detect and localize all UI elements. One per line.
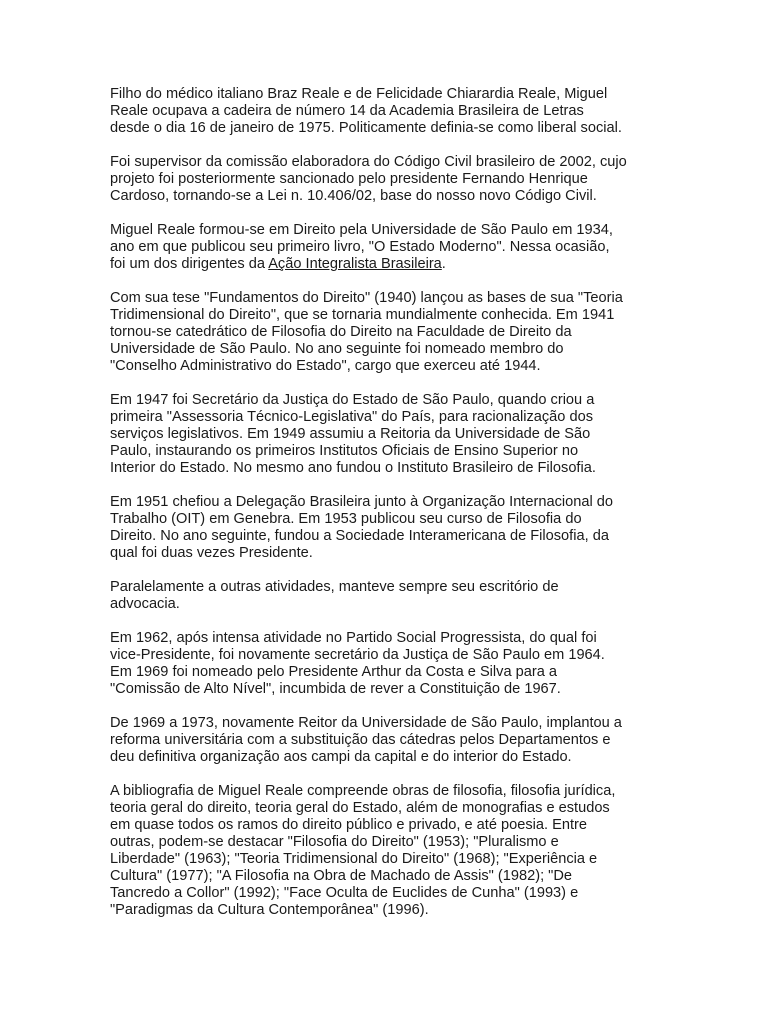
- document-body: [110, 86, 670, 936]
- paragraph-birth: Filho do médico italiano Braz Reale e de Felicidade Chiarardia Reale, Miguel Reale ocupava a cadeira de número 14 da Academia Brasileira de Letras desde o dia 16 de janeiro de 1975. Politicamente definia-se como liberal social.: [110, 86, 622, 136]
- paragraph-education-end: .: [441, 256, 446, 272]
- paragraph-education: [110, 222, 670, 273]
- paragraph-delegation: Em 1951 chefiou a Delegação Brasileira junto à Organização Internacional do Trabalho (OIT) em Genebra. Em 1953 publicou seu curso de Filosofia do Direito. No ano seguinte, fundou a Sociedade Interamericana de Filosofia, da qual foi duas vezes Presidente.: [110, 494, 613, 561]
- paragraph-rector: De 1969 a 1973, novamente Reitor da Universidade de São Paulo, implantou a reforma universitária com a substituição das cátedras pelos Departamentos e deu definitiva organização aos campi da capital e do interior do Estado.: [110, 715, 622, 765]
- paragraph-1962: Em 1962, após intensa atividade no Partido Social Progressista, do qual foi vice-Presidente, foi novamente secretário da Justiça de São Paulo em 1964. Em 1969 foi nomeado pelo Presidente Arthur da Costa e Silva para a "Comissão de Alto Nível", incumbida de rever a Constituição de 1967.: [110, 630, 605, 697]
- paragraph-advocacy: Paralelamente a outras atividades, manteve sempre seu escritório de advocacia.: [110, 579, 559, 612]
- acao-integralista-link[interactable]: Ação Integralista Brasileira: [268, 256, 442, 272]
- paragraph-education-text: Miguel Reale formou-se em Direito pela Universidade de São Paulo em 1934, ano em que publicou seu primeiro livro, "O Estado Moderno". Nessa ocasião, foi um dos dirigentes da: [110, 222, 613, 272]
- paragraph-bibliography: A bibliografia de Miguel Reale compreende obras de filosofia, filosofia jurídica, teoria geral do direito, teoria geral do Estado, além de monografias e estudos em quase todos os ramos do direito público e privado, e até poesia. Entre outras, podem-se destacar "Filosofia do Direito" (1953); "Pluralismo e Liberdade" (1963); "Teoria Tridimensional do Direito" (1968); "Experiência e Cultura" (1977); "A Filosofia na Obra de Machado de Assis" (1982); "De Tancredo a Collor" (1992); "Face Oculta de Euclides de Cunha" (1993) e "Paradigmas da Cultura Contemporânea" (1996).: [110, 783, 616, 918]
- paragraph-thesis: Com sua tese "Fundamentos do Direito" (1940) lançou as bases de sua "Teoria Tridimensional do Direito", que se tornaria mundialmente conhecida. Em 1941 tornou-se catedrático de Filosofia do Direito na Faculdade de Direito da Universidade de São Paulo. No ano seguinte foi nomeado membro do "Conselho Administrativo do Estado", cargo que exerceu até 1944.: [110, 290, 623, 374]
- paragraph-secretary: Em 1947 foi Secretário da Justiça do Estado de São Paulo, quando criou a primeira "Assessoria Técnico-Legislativa" do País, para racionalização dos serviços legislativos. Em 1949 assumiu a Reitoria da Universidade de São Paulo, instaurando os primeiros Institutos Oficiais de Ensino Superior no Interior do Estado. No mesmo ano fundou o Instituto Brasileiro de Filosofia.: [110, 392, 596, 476]
- paragraph-civil-code: Foi supervisor da comissão elaboradora do Código Civil brasileiro de 2002, cujo projeto foi posteriormente sancionado pelo presidente Fernando Henrique Cardoso, tornando-se a Lei n. 10.406/02, base do nosso novo Código Civil.: [110, 154, 627, 204]
